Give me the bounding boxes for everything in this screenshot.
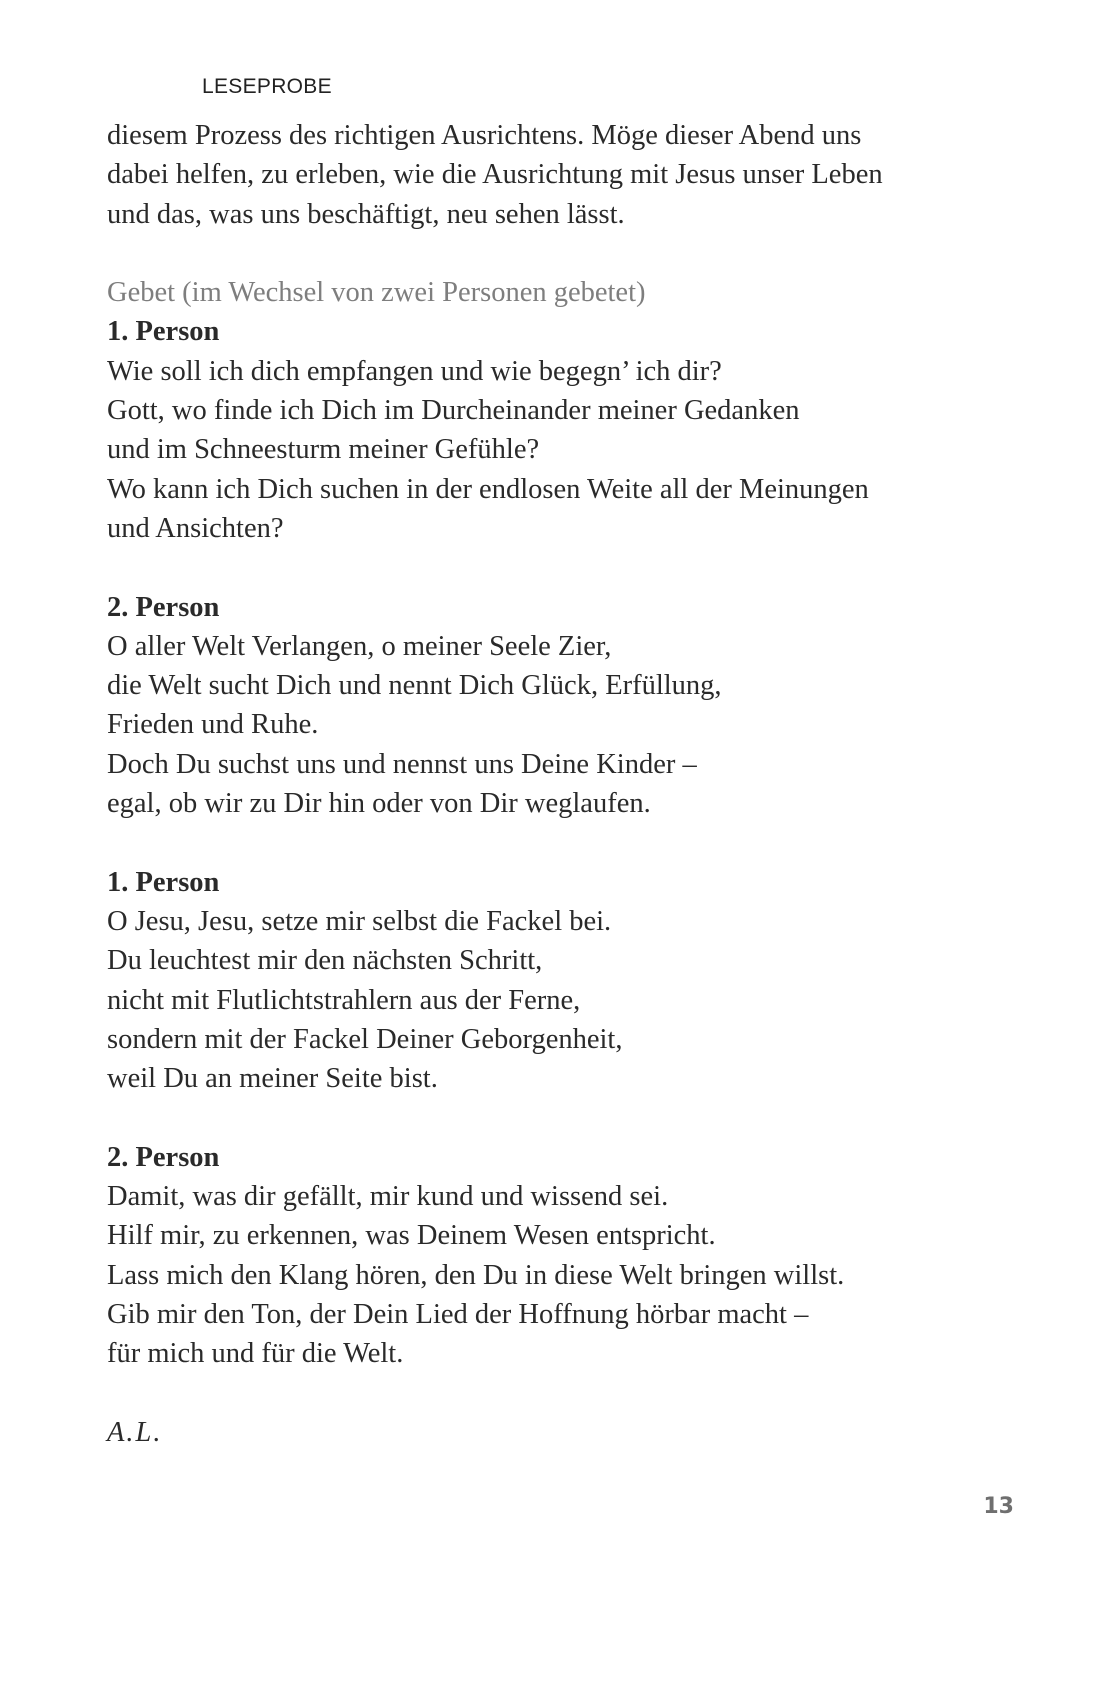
text-line: und das, was uns beschäftigt, neu sehen lässt.: [107, 198, 625, 230]
stanza-2: [107, 588, 1007, 824]
text-line: Damit, was dir gefällt, mir kund und wissend sei.: [107, 1181, 669, 1213]
spacer: [107, 1374, 1007, 1413]
speaker-label: 2. Person: [107, 1141, 220, 1173]
text-line: sondern mit der Fackel Deiner Geborgenheit,: [107, 1023, 623, 1055]
speaker-label: 2. Person: [107, 591, 220, 623]
text-line: O aller Welt Verlangen, o meiner Seele Zier,: [107, 630, 612, 662]
author-signature: A.L.: [107, 1416, 163, 1448]
text-line: egal, ob wir zu Dir hin oder von Dir weglaufen.: [107, 788, 651, 820]
page-number: 13: [983, 1494, 1014, 1519]
text-line: für mich und für die Welt.: [107, 1338, 404, 1370]
text-line: weil Du an meiner Seite bist.: [107, 1063, 438, 1095]
speaker-label: 1. Person: [107, 866, 220, 898]
text-line: und Ansichten?: [107, 512, 284, 544]
stanza-3: [107, 863, 1007, 1099]
text-line: Wie soll ich dich empfangen und wie begegn’ ich dir?: [107, 355, 722, 387]
spacer: [107, 548, 1007, 587]
stanza-4: [107, 1138, 1007, 1374]
text-line: Wo kann ich Dich suchen in der endlosen Weite all der Meinungen: [107, 473, 869, 505]
text-line: Doch Du suchst uns und nennst uns Deine Kinder –: [107, 748, 697, 780]
text-line: diesem Prozess des richtigen Ausrichtens. Möge dieser Abend uns: [107, 120, 862, 151]
page-body: [107, 116, 1007, 1452]
text-line: und im Schneesturm meiner Gefühle?: [107, 434, 540, 466]
spacer: [107, 1098, 1007, 1137]
text-line: O Jesu, Jesu, setze mir selbst die Fackel bei.: [107, 905, 612, 937]
text-line: Gib mir den Ton, der Dein Lied der Hoffnung hörbar macht –: [107, 1298, 809, 1330]
text-line: Du leuchtest mir den nächsten Schritt,: [107, 945, 543, 977]
speaker-label: 1. Person: [107, 316, 220, 348]
text-line: Hilf mir, zu erkennen, was Deinem Wesen entspricht.: [107, 1220, 716, 1252]
intro-paragraph: [107, 116, 1007, 234]
stanza-1: [107, 312, 1007, 548]
text-line: Lass mich den Klang hören, den Du in diese Welt bringen willst.: [107, 1259, 845, 1291]
text-line: Gott, wo finde ich Dich im Durcheinander meiner Gedanken: [107, 395, 800, 427]
spacer: [107, 823, 1007, 862]
text-line: die Welt sucht Dich und nennt Dich Glück, Erfüllung,: [107, 670, 722, 702]
text-line: nicht mit Flutlichtstrahlern aus der Ferne,: [107, 984, 581, 1016]
text-line: Frieden und Ruhe.: [107, 709, 319, 741]
section-title: Gebet (im Wechsel von zwei Personen gebetet): [107, 277, 646, 309]
running-header: LESEPROBE: [202, 75, 332, 98]
text-line: dabei helfen, zu erleben, wie die Ausrichtung mit Jesus unser Leben: [107, 159, 883, 191]
spacer: [107, 234, 1007, 273]
